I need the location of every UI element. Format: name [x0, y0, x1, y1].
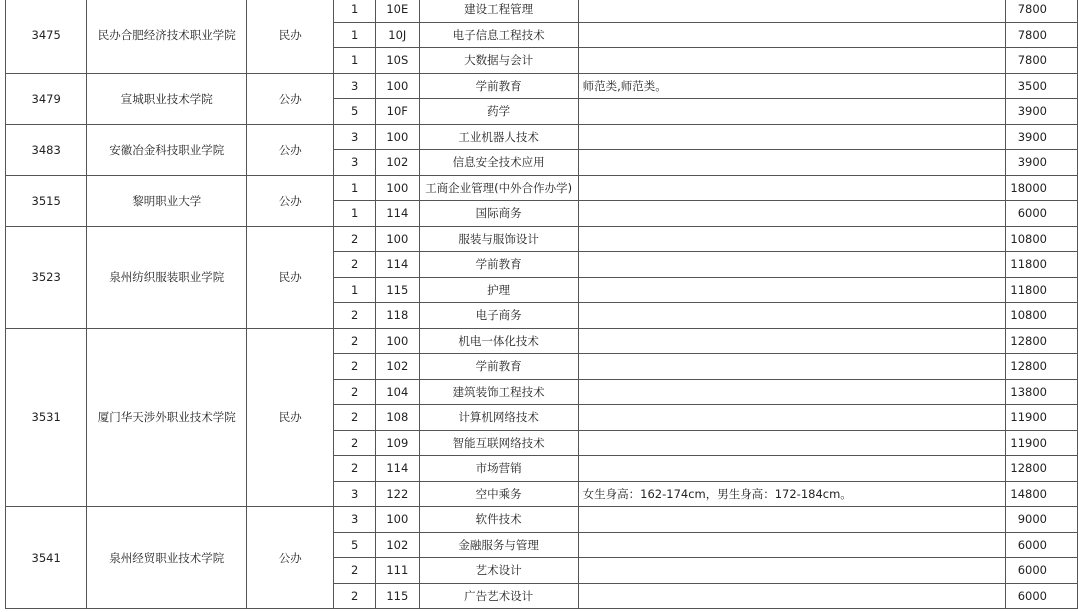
major-code-cell: 100 [375, 73, 419, 99]
study-years-cell: 1 [334, 0, 376, 22]
remark-cell [578, 22, 1006, 48]
table-row [6, 0, 1078, 22]
major-name-cell: 智能互联网络技术 [419, 430, 578, 456]
major-name-cell: 学前教育 [419, 354, 578, 380]
major-name-cell: 市场营销 [419, 456, 578, 482]
remark-cell: 师范类,师范类。 [578, 73, 1006, 99]
major-code-cell: 100 [375, 124, 419, 150]
study-years-cell: 2 [334, 583, 376, 609]
table-row [6, 175, 1078, 201]
study-years-cell: 3 [334, 73, 376, 99]
study-years-cell: 2 [334, 226, 376, 252]
table-row [6, 73, 1078, 99]
major-name-cell: 软件技术 [419, 507, 578, 533]
major-code-cell: 10E [375, 0, 419, 22]
major-name-cell: 药学 [419, 99, 578, 125]
remark-cell [578, 175, 1006, 201]
remark-cell [578, 354, 1006, 380]
remark-cell [578, 558, 1006, 584]
major-name-cell: 国际商务 [419, 201, 578, 227]
major-code-cell: 114 [375, 252, 419, 278]
tuition-cell: 12800 [1006, 456, 1078, 482]
major-name-cell: 电子信息工程技术 [419, 22, 578, 48]
remark-cell [578, 0, 1006, 22]
major-code-cell: 100 [375, 175, 419, 201]
major-name-cell: 建筑装饰工程技术 [419, 379, 578, 405]
tuition-cell: 12800 [1006, 328, 1078, 354]
study-years-cell: 3 [334, 124, 376, 150]
school-type-cell: 公办 [247, 175, 334, 226]
major-name-cell: 工商企业管理(中外合作办学) [419, 175, 578, 201]
school-code-cell: 3541 [6, 507, 87, 609]
major-name-cell: 服装与服饰设计 [419, 226, 578, 252]
study-years-cell: 2 [334, 379, 376, 405]
table-row [6, 124, 1078, 150]
major-code-cell: 114 [375, 456, 419, 482]
major-code-cell: 10J [375, 22, 419, 48]
school-name-cell: 黎明职业大学 [87, 175, 247, 226]
tuition-cell: 3900 [1006, 99, 1078, 125]
major-code-cell: 104 [375, 379, 419, 405]
table-row [6, 226, 1078, 252]
remark-cell [578, 252, 1006, 278]
study-years-cell: 2 [334, 456, 376, 482]
school-name-cell: 泉州纺织服装职业学院 [87, 226, 247, 328]
major-name-cell: 建设工程管理 [419, 0, 578, 22]
tuition-cell: 9000 [1006, 507, 1078, 533]
school-name-cell: 宣城职业技术学院 [87, 73, 247, 124]
major-code-cell: 118 [375, 303, 419, 329]
study-years-cell: 1 [334, 277, 376, 303]
remark-cell [578, 583, 1006, 609]
remark-cell [578, 379, 1006, 405]
study-years-cell: 5 [334, 99, 376, 125]
remark-cell: 女生身高：162-174cm，男生身高：172-184cm。 [578, 481, 1006, 507]
major-code-cell: 109 [375, 430, 419, 456]
school-type-cell: 公办 [247, 507, 334, 609]
remark-cell [578, 456, 1006, 482]
study-years-cell: 1 [334, 175, 376, 201]
tuition-cell: 6000 [1006, 558, 1078, 584]
tuition-cell: 3900 [1006, 124, 1078, 150]
school-type-cell: 公办 [247, 73, 334, 124]
major-name-cell: 艺术设计 [419, 558, 578, 584]
study-years-cell: 2 [334, 430, 376, 456]
tuition-cell: 10800 [1006, 303, 1078, 329]
major-name-cell: 机电一体化技术 [419, 328, 578, 354]
school-code-cell: 3479 [6, 73, 87, 124]
tuition-cell: 10800 [1006, 226, 1078, 252]
major-name-cell: 信息安全技术应用 [419, 150, 578, 176]
study-years-cell: 2 [334, 328, 376, 354]
tuition-cell: 11800 [1006, 277, 1078, 303]
tuition-cell: 11900 [1006, 430, 1078, 456]
study-years-cell: 1 [334, 201, 376, 227]
school-type-cell: 民办 [247, 328, 334, 507]
remark-cell [578, 150, 1006, 176]
study-years-cell: 1 [334, 22, 376, 48]
major-code-cell: 115 [375, 583, 419, 609]
remark-cell [578, 430, 1006, 456]
table-row [6, 507, 1078, 533]
study-years-cell: 2 [334, 405, 376, 431]
major-code-cell: 102 [375, 150, 419, 176]
tuition-cell: 13800 [1006, 379, 1078, 405]
remark-cell [578, 99, 1006, 125]
major-code-cell: 10F [375, 99, 419, 125]
study-years-cell: 3 [334, 481, 376, 507]
major-name-cell: 护理 [419, 277, 578, 303]
study-years-cell: 3 [334, 507, 376, 533]
major-name-cell: 大数据与会计 [419, 48, 578, 74]
remark-cell [578, 532, 1006, 558]
school-type-cell: 民办 [247, 0, 334, 73]
major-code-cell: 100 [375, 507, 419, 533]
school-code-cell: 3523 [6, 226, 87, 328]
study-years-cell: 2 [334, 354, 376, 380]
major-code-cell: 111 [375, 558, 419, 584]
remark-cell [578, 277, 1006, 303]
tuition-cell: 6000 [1006, 201, 1078, 227]
remark-cell [578, 405, 1006, 431]
major-name-cell: 计算机网络技术 [419, 405, 578, 431]
remark-cell [578, 48, 1006, 74]
study-years-cell: 2 [334, 558, 376, 584]
school-name-cell: 泉州经贸职业技术学院 [87, 507, 247, 609]
remark-cell [578, 303, 1006, 329]
remark-cell [578, 226, 1006, 252]
major-code-cell: 115 [375, 277, 419, 303]
remark-cell [578, 507, 1006, 533]
major-code-cell: 100 [375, 328, 419, 354]
tuition-cell: 18000 [1006, 175, 1078, 201]
tuition-cell: 7800 [1006, 48, 1078, 74]
remark-cell [578, 201, 1006, 227]
tuition-cell: 6000 [1006, 583, 1078, 609]
tuition-cell: 11800 [1006, 252, 1078, 278]
major-code-cell: 10S [375, 48, 419, 74]
table-row [6, 328, 1078, 354]
major-name-cell: 电子商务 [419, 303, 578, 329]
tuition-cell: 7800 [1006, 22, 1078, 48]
enrollment-table [5, 0, 1078, 609]
study-years-cell: 2 [334, 303, 376, 329]
major-code-cell: 114 [375, 201, 419, 227]
major-code-cell: 102 [375, 354, 419, 380]
tuition-cell: 3500 [1006, 73, 1078, 99]
tuition-cell: 6000 [1006, 532, 1078, 558]
school-name-cell: 民办合肥经济技术职业学院 [87, 0, 247, 73]
major-name-cell: 广告艺术设计 [419, 583, 578, 609]
school-type-cell: 公办 [247, 124, 334, 175]
major-code-cell: 108 [375, 405, 419, 431]
remark-cell [578, 328, 1006, 354]
tuition-cell: 11900 [1006, 405, 1078, 431]
major-code-cell: 102 [375, 532, 419, 558]
major-name-cell: 空中乘务 [419, 481, 578, 507]
tuition-cell: 3900 [1006, 150, 1078, 176]
school-code-cell: 3531 [6, 328, 87, 507]
school-code-cell: 3483 [6, 124, 87, 175]
school-code-cell: 3515 [6, 175, 87, 226]
study-years-cell: 2 [334, 252, 376, 278]
major-name-cell: 工业机器人技术 [419, 124, 578, 150]
school-name-cell: 厦门华天涉外职业技术学院 [87, 328, 247, 507]
major-name-cell: 学前教育 [419, 252, 578, 278]
school-code-cell: 3475 [6, 0, 87, 73]
remark-cell [578, 124, 1006, 150]
school-type-cell: 民办 [247, 226, 334, 328]
study-years-cell: 3 [334, 150, 376, 176]
major-code-cell: 122 [375, 481, 419, 507]
major-name-cell: 金融服务与管理 [419, 532, 578, 558]
school-name-cell: 安徽冶金科技职业学院 [87, 124, 247, 175]
study-years-cell: 5 [334, 532, 376, 558]
tuition-cell: 12800 [1006, 354, 1078, 380]
major-name-cell: 学前教育 [419, 73, 578, 99]
major-code-cell: 100 [375, 226, 419, 252]
tuition-cell: 14800 [1006, 481, 1078, 507]
study-years-cell: 1 [334, 48, 376, 74]
tuition-cell: 7800 [1006, 0, 1078, 22]
